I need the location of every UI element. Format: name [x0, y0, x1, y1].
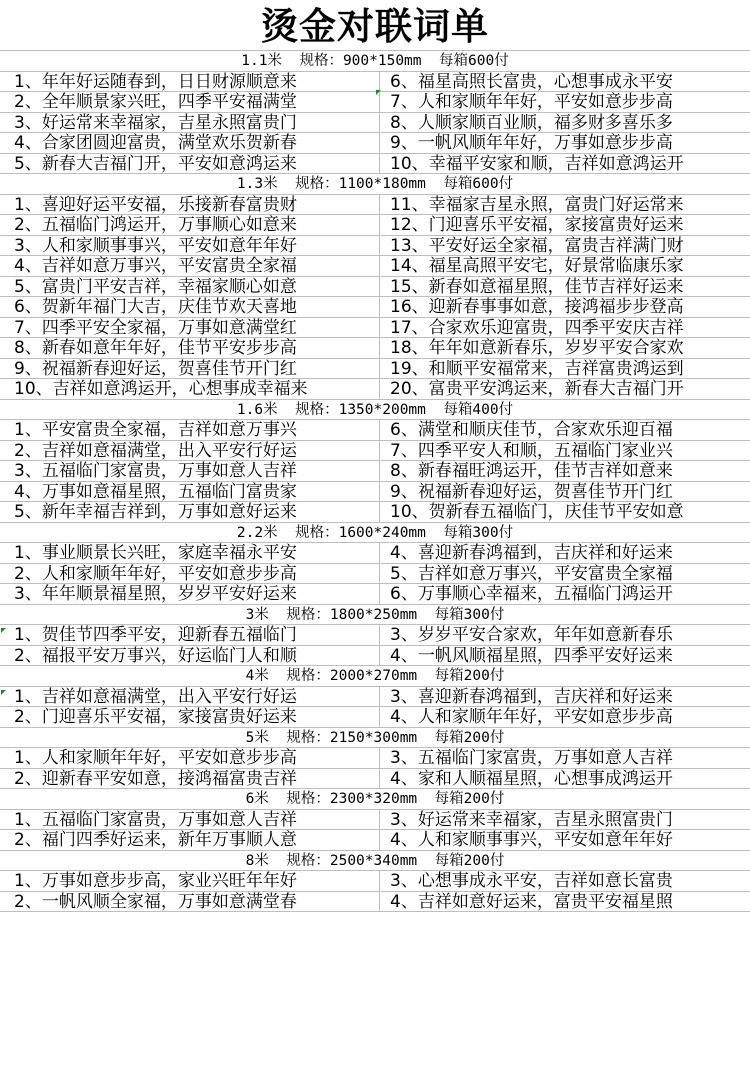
couplet-cell-right: 3、喜迎新春鸿福到，吉庆祥和好运来 [390, 686, 673, 706]
couplet-cell-left: 2、福门四季好运来，新年万事顺人意 [0, 830, 380, 850]
section-size: 8米 [245, 852, 269, 869]
couplet-cell-right: 8、新春福旺鸿运开，佳节吉祥如意来 [390, 461, 673, 481]
couplet-cell-left: 1、人和家顺年年好，平安如意步步高 [0, 748, 380, 768]
couplet-cell-right: 4、家和人顺福星照，心想事成鸿运开 [390, 768, 673, 788]
section-size: 2.2米 [236, 524, 278, 541]
table-row [0, 543, 750, 564]
couplet-cell-right: 6、万事顺心幸福来，五福临门鸿运开 [390, 584, 673, 604]
section-packing: 每箱200付 [434, 852, 505, 869]
table-row [0, 830, 750, 851]
couplet-cell-right: 15、新春如意福星照，佳节吉祥好运来 [390, 276, 684, 296]
couplet-cell-right: 12、门迎喜乐平安福，家接富贵好运来 [390, 215, 684, 235]
couplet-cell-left: 2、五福临门鸿运开，万事顺心如意来 [0, 215, 380, 235]
table-row [0, 133, 750, 154]
table-row [0, 646, 750, 667]
couplet-cell-left: 5、新年幸福吉祥到，万事如意好运来 [0, 502, 380, 522]
table-row [0, 154, 750, 175]
couplet-cell-left: 5、新春大吉福门开，平安如意鸿运来 [0, 154, 380, 174]
couplet-cell-left: 10、吉祥如意鸿运开，心想事成幸福来 [0, 379, 380, 399]
section-size: 6米 [245, 791, 269, 807]
couplet-cell-right: 4、人和家顺事事兴，平安如意年年好 [390, 830, 673, 850]
section-spec-header [0, 51, 750, 72]
table-row [0, 72, 750, 93]
section-spec-header [0, 523, 750, 544]
couplet-cell-left: 2、福报平安万事兴，好运临门人和顺 [0, 646, 380, 666]
section-dimensions: 1600*240mm [338, 524, 426, 541]
table-row [0, 195, 750, 216]
couplet-cell-left: 4、合家团圆迎富贵，满堂欢乐贺新春 [0, 133, 380, 153]
section-size: 4米 [245, 668, 269, 684]
table-row [0, 256, 750, 277]
couplet-cell-left: 1、五福临门家富贵，万事如意人吉祥 [0, 810, 380, 830]
couplet-cell-right: 8、人顺家顺百业顺，福多财多喜乐多 [390, 112, 673, 132]
couplet-cell-left: 3、五福临门家富贵，万事如意人吉祥 [0, 461, 380, 481]
table-row [0, 564, 750, 585]
section-dimensions: 2300*320mm [329, 791, 418, 807]
couplet-cell-left: 8、新春如意年年好，佳节平安步步高 [0, 338, 380, 358]
section-packing: 每箱200付 [434, 729, 505, 746]
table-row [0, 502, 750, 523]
couplet-cell-right: 16、迎新春事事如意，接鸿福步步登高 [390, 297, 684, 317]
table-row [0, 359, 750, 380]
section-size: 5米 [245, 729, 269, 746]
cell-comment-marker [1, 628, 6, 633]
table-row [0, 871, 750, 892]
section-size: 1.3米 [236, 176, 278, 192]
section-size: 1.6米 [236, 401, 278, 418]
table-row [0, 892, 750, 913]
spec-label: 规格： [286, 791, 330, 807]
couplet-cell-right: 3、五福临门家富贵，万事如意人吉祥 [390, 748, 673, 768]
couplet-cell-right: 7、人和家顺年年好，平安如意步步高 [390, 92, 673, 112]
table-row [0, 318, 750, 339]
section-dimensions: 1350*200mm [338, 401, 426, 418]
page-title: 烫金对联词单 [0, 0, 750, 51]
section-dimensions: 900*150mm [342, 53, 422, 69]
table-row [0, 707, 750, 728]
table-row [0, 92, 750, 113]
couplet-cell-right: 4、人和家顺年年好，平安如意步步高 [390, 707, 673, 727]
couplet-cell-right: 10、幸福平安家和顺，吉祥如意鸿运开 [390, 153, 684, 173]
spec-label: 规格： [286, 729, 330, 746]
section-dimensions: 2150*300mm [329, 729, 418, 746]
table-row [0, 461, 750, 482]
couplet-cell-right: 4、吉祥如意好运来，富贵平安福星照 [390, 891, 673, 911]
couplet-cell-left: 4、吉祥如意万事兴，平安富贵全家福 [0, 256, 380, 276]
table-row [0, 297, 750, 318]
section-dimensions: 2000*270mm [329, 668, 418, 684]
couplet-cell-left: 2、吉祥如意福满堂，出入平安行好运 [0, 441, 380, 461]
couplet-cell-right: 3、岁岁平安合家欢，年年如意新春乐 [390, 625, 673, 645]
table-row [0, 748, 750, 769]
table-row [0, 687, 750, 708]
section-size: 1.1米 [241, 53, 282, 69]
couplet-cell-left: 2、门迎喜乐平安福，家接富贵好运来 [0, 707, 380, 727]
section-spec-header [0, 851, 750, 872]
couplet-cell-left: 6、贺新年福门大吉，庆佳节欢天喜地 [0, 297, 380, 317]
table-row [0, 420, 750, 441]
table-row [0, 625, 750, 646]
spec-label: 规格： [295, 176, 339, 192]
spec-label: 规格： [299, 53, 343, 69]
couplet-cell-left: 1、平安富贵全家福，吉祥如意万事兴 [0, 420, 380, 440]
section-spec-header [0, 789, 750, 810]
spec-label: 规格： [295, 401, 339, 418]
section-packing: 每箱200付 [434, 791, 505, 807]
couplet-cell-left: 1、万事如意步步高，家业兴旺年年好 [0, 871, 380, 891]
couplet-cell-left: 5、富贵门平安吉祥，幸福家顺心如意 [0, 277, 380, 297]
couplet-cell-left: 9、祝福新春迎好运，贺喜佳节开门红 [0, 359, 380, 379]
section-dimensions: 1800*250mm [329, 606, 418, 623]
couplet-table [0, 51, 750, 912]
couplet-cell-left: 1、喜迎好运平安福，乐接新春富贵财 [0, 195, 380, 215]
table-row [0, 482, 750, 503]
couplet-cell-right: 17、合家欢乐迎富贵，四季平安庆吉祥 [390, 317, 684, 337]
section-spec-header [0, 174, 750, 195]
section-spec-header [0, 728, 750, 749]
section-packing: 每箱200付 [434, 668, 505, 684]
section-spec-header [0, 400, 750, 421]
section-size: 3米 [245, 606, 269, 623]
table-row [0, 113, 750, 134]
spec-label: 规格： [286, 668, 330, 684]
couplet-cell-right: 5、吉祥如意万事兴，平安富贵全家福 [390, 563, 673, 583]
couplet-cell-right: 14、福星高照平安宅，好景常临康乐家 [390, 256, 684, 276]
cell-comment-marker [1, 690, 6, 695]
couplet-cell-left: 3、好运常来幸福家，吉星永照富贵门 [0, 113, 380, 133]
table-row [0, 810, 750, 831]
table-row [0, 277, 750, 298]
couplet-cell-right: 9、祝福新春迎好运，贺喜佳节开门红 [390, 481, 673, 501]
table-row [0, 441, 750, 462]
couplet-cell-left: 1、年年好运随春到，日日财源顺意来 [0, 72, 380, 92]
spec-label: 规格： [286, 852, 330, 869]
couplet-cell-left: 1、贺佳节四季平安，迎新春五福临门 [0, 625, 380, 645]
table-row [0, 379, 750, 400]
couplet-cell-left: 3、年年顺景福星照，岁岁平安好运来 [0, 584, 380, 604]
couplet-cell-right: 9、一帆风顺年年好，万事如意步步高 [390, 133, 673, 153]
couplet-cell-right: 3、心想事成永平安，吉祥如意长富贵 [390, 871, 673, 891]
couplet-cell-right: 7、四季平安人和顺，五福临门家业兴 [390, 440, 673, 460]
couplet-cell-left: 2、人和家顺年年好，平安如意步步高 [0, 564, 380, 584]
section-packing: 每箱600付 [439, 53, 509, 69]
section-packing: 每箱400付 [443, 401, 514, 418]
couplet-cell-right: 13、平安好运全家福，富贵吉祥满门财 [390, 235, 684, 255]
cell-comment-marker [376, 90, 381, 95]
couplet-cell-right: 3、好运常来幸福家，吉星永照富贵门 [390, 809, 673, 829]
couplet-cell-left: 3、人和家顺事事兴，平安如意年年好 [0, 236, 380, 256]
couplet-cell-right: 11、幸福家吉星永照，富贵门好运常来 [390, 194, 684, 214]
couplet-cell-left: 1、吉祥如意福满堂，出入平安行好运 [0, 687, 380, 707]
couplet-cell-left: 4、万事如意福星照，五福临门富贵家 [0, 482, 380, 502]
spec-label: 规格： [286, 606, 330, 623]
section-packing: 每箱300付 [434, 606, 505, 623]
couplet-cell-right: 4、喜迎新春鸿福到，吉庆祥和好运来 [390, 543, 673, 563]
section-spec-header [0, 605, 750, 626]
table-row [0, 338, 750, 359]
section-packing: 每箱600付 [443, 176, 514, 192]
table-row [0, 769, 750, 790]
couplet-cell-left: 2、一帆风顺全家福，万事如意满堂春 [0, 892, 380, 912]
table-row [0, 236, 750, 257]
section-packing: 每箱300付 [443, 524, 514, 541]
table-row [0, 584, 750, 605]
couplet-cell-left: 1、事业顺景长兴旺，家庭幸福永平安 [0, 543, 380, 563]
couplet-cell-right: 4、一帆风顺福星照，四季平安好运来 [390, 645, 673, 665]
couplet-cell-left: 2、迎新春平安如意，接鸿福富贵吉祥 [0, 769, 380, 789]
table-row [0, 215, 750, 236]
couplet-cell-right: 10、贺新春五福临门，庆佳节平安如意 [390, 502, 684, 522]
couplet-cell-right: 6、满堂和顺庆佳节，合家欢乐迎百福 [390, 420, 673, 440]
couplet-cell-left: 7、四季平安全家福，万事如意满堂红 [0, 318, 380, 338]
couplet-cell-left: 2、全年顺景家兴旺，四季平安福满堂 [0, 92, 380, 112]
couplet-cell-right: 20、富贵平安鸿运来，新春大吉福门开 [390, 379, 684, 399]
couplet-cell-right: 6、福星高照长富贵，心想事成永平安 [390, 71, 673, 91]
couplet-cell-right: 18、年年如意新春乐，岁岁平安合家欢 [390, 338, 684, 358]
section-dimensions: 1100*180mm [338, 176, 426, 192]
spec-label: 规格： [295, 524, 339, 541]
section-spec-header [0, 666, 750, 687]
couplet-cell-right: 19、和顺平安福常来，吉祥富贵鸿运到 [390, 358, 684, 378]
section-dimensions: 2500*340mm [329, 852, 418, 869]
